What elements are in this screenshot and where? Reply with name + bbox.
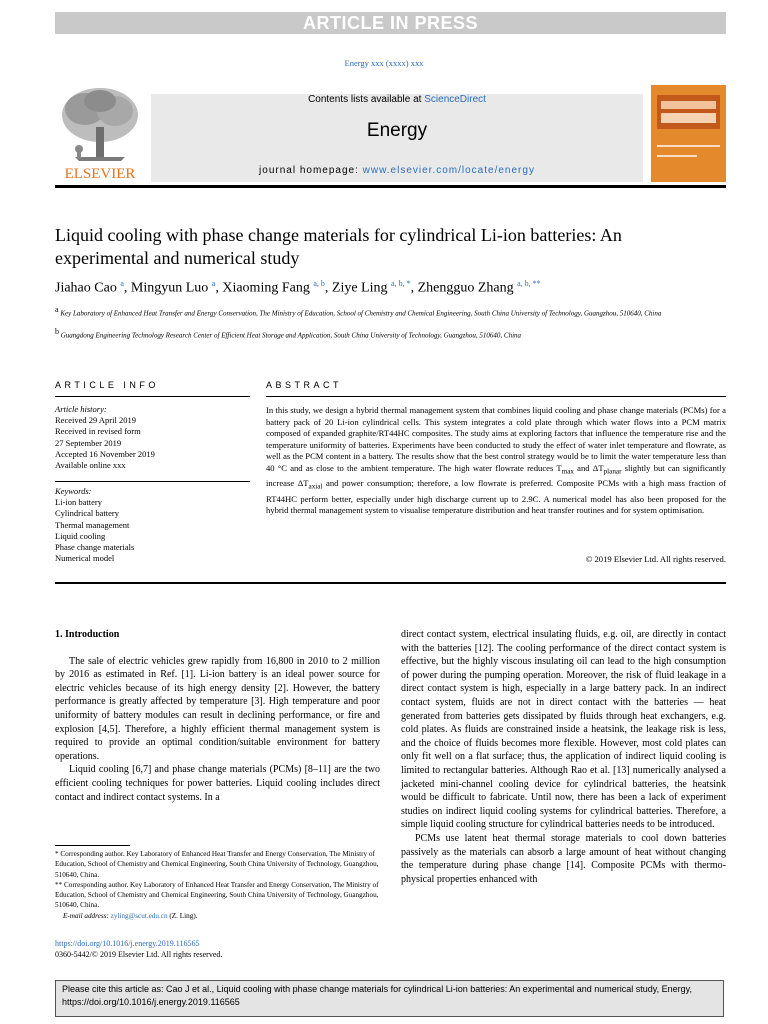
keyword: Li-ion battery — [55, 497, 102, 508]
author-name[interactable]: Ziye Ling — [331, 280, 388, 296]
sciencedirect-link[interactable]: ScienceDirect — [424, 94, 486, 105]
section-heading: 1. Introduction — [55, 629, 120, 640]
body-paragraph: The sale of electric vehicles grew rapidly from 16,800 in 2010 to 2 million by 2016 as estimated in Ref. [1]. Li-ion battery is an ideal power source for electric vehicles because of its high energy density [2]. However, the battery performance is greatly affected by temperature [3]. High temperature and poor uniformity of battery modules can result in declining performance, or fire and explosion [4,5]. Therefore, a highly efficient thermal management system is required to provide an optimal condition/suitable environment for battery operations. — [55, 655, 380, 762]
footnotes — [55, 849, 380, 921]
email-link[interactable]: zyling@scut.edu.cn — [110, 911, 168, 920]
affiliation-text: Guangdong Engineering Technology Research Center of Efficient Heat Storage and Application, South China University of Technology, Guangzhou, 510640, China — [60, 331, 522, 340]
masthead-rule — [55, 185, 726, 188]
journal-name: Energy — [366, 120, 428, 141]
citation-box: Please cite this article as: Cao J et al., Liquid cooling with phase change materials for cylindrical Li-ion batteries: An experimental and numerical study, Energy, https://doi.org/10.1016/j.energy.2019.116565 — [55, 980, 724, 1017]
abstract-subscript: max — [561, 467, 574, 476]
abstract-part: and power consumption; therefore, a low flowrate is preferred. Composite PCMs with a high mass fraction of RT44HC perform better, especially under high discharge current up to 2.9C. A numerical model has also been proposed for the hybrid thermal management system to visualise temperature distribution and heat transfer routines and for system optimisation. — [266, 478, 727, 516]
abstract-part: and ΔT — [573, 462, 604, 473]
keyword: Thermal management — [55, 519, 130, 530]
body-paragraph: Liquid cooling [6,7] and phase change materials (PCMs) [8–11] are the two efficient cooling techniques for power batteries. Liquid cooling includes direct contact and indirect contact systems. In a — [55, 764, 380, 803]
abstract-rule — [266, 396, 726, 397]
affiliation-label: a — [55, 305, 59, 314]
keywords-rule — [55, 481, 250, 482]
issn-line: 0360-5442/© 2019 Elsevier Ltd. All rights reserved. — [55, 950, 223, 959]
author-affil-mark[interactable]: a — [211, 279, 216, 288]
keyword: Numerical model — [55, 553, 115, 564]
doi-link[interactable]: https://doi.org/10.1016/j.energy.2019.116565 — [55, 939, 200, 948]
article-history — [55, 404, 250, 471]
keyword: Liquid cooling — [55, 530, 106, 541]
homepage-link[interactable]: www.elsevier.com/locate/energy — [362, 165, 535, 176]
footnote-rule — [55, 845, 130, 846]
author-affil-mark[interactable]: a, b, * — [391, 279, 411, 288]
affiliation-text: Key Laboratory of Enhanced Heat Transfer and Energy Conservation, The Ministry of Education, School of Chemistry and Chemical Engineering, South China University of Technology, Guangzhou, 510640, China — [60, 309, 662, 318]
history-item: Received in revised form — [55, 426, 141, 437]
author-name[interactable]: Jiahao Cao — [55, 280, 117, 296]
affiliation-a — [55, 305, 715, 319]
keywords-label: Keywords: — [55, 486, 92, 496]
abstract-part: In this study, we design a hybrid thermal management system that combines liquid cooling and phase change materials (PCMs) for a battery pack of 20 Li-ion cylindrical cells. This system integrates a cold plate through which water flows into a PCM matrix composed of expanded graphite/RT44HC composites. The study aims at exploring factors that influence the temperature rise and the temperature uniformity of batteries. Experiments have been conducted to study the effect of water inlet temperature and flowrate, as well as the PCM content in a battery. The results show that the best control strategy would be to limit the water temperature less than 40 °C and as close to the ambient temperature. The high water flowrate reduces T — [266, 405, 726, 473]
abstract-copyright: © 2019 Elsevier Ltd. All rights reserved. — [585, 554, 726, 564]
author-name[interactable]: Zhengguo Zhang — [417, 280, 514, 296]
elsevier-tree-icon — [55, 85, 145, 184]
journal-cover-thumbnail[interactable] — [651, 85, 726, 182]
front-matter-rule — [55, 582, 726, 584]
body-right-column — [401, 628, 726, 886]
article-info-rule — [55, 396, 250, 397]
cover-image-icon — [651, 85, 726, 182]
history-item: Available online xxx — [55, 460, 126, 471]
author-name[interactable]: Xiaoming Fang — [222, 280, 310, 296]
elsevier-logo[interactable] — [55, 85, 145, 184]
doi-block — [55, 938, 222, 960]
body-paragraph: PCMs use latent heat thermal storage materials to cool down batteries passively as the materials can absorb a large amount of heat without changing the temperature during phase change [14]. Composite PCMs with thermo-physical properties enhanced with — [401, 832, 726, 885]
email-label: E-mail address: — [63, 911, 111, 920]
author-list: Jiahao Cao $^a$, Mingyun Luo $^a$, Xiaoming Fang $^{a, b}$, Ziye Ling $^{a, b, *}$, Zhengguo Zhang $^{a, b, **}$ — [55, 279, 541, 296]
journal-homepage-line — [151, 165, 643, 176]
keyword: Cylindrical battery — [55, 508, 119, 519]
abstract-subscript: planar — [603, 467, 622, 476]
history-item: Received 29 April 2019 — [55, 415, 136, 426]
abstract-part: slightly but can significantly increase ΔT — [266, 462, 726, 489]
body-left-column — [55, 628, 380, 804]
footnote: ** Corresponding author. Key Laboratory of Enhanced Heat Transfer and Energy Conservation, The Ministry of Education, School of Chemistry and Chemical Engineering, South China University of Technology, Guangzhou, 510640, China. — [55, 880, 379, 910]
author-affil-mark[interactable]: a — [120, 279, 124, 288]
contents-lists-line — [151, 94, 643, 105]
keywords-block — [55, 486, 250, 564]
author-affil-mark[interactable]: a, b, ** — [517, 279, 541, 288]
abstract-heading: ABSTRACT — [266, 380, 343, 390]
author-affil-mark[interactable]: a, b — [313, 279, 325, 288]
author-name[interactable]: Mingyun Luo — [130, 280, 209, 296]
article-info-heading: ARTICLE INFO — [55, 380, 159, 390]
history-item: Accepted 16 November 2019 — [55, 448, 155, 459]
affiliation-label: b — [55, 327, 59, 336]
affiliation-b — [55, 327, 715, 341]
keyword: Phase change materials — [55, 542, 135, 553]
contents-prefix: Contents lists available at — [308, 94, 425, 105]
body-paragraph: direct contact system, electrical insulating fluids, e.g. oil, are directly in contact with the batteries [12]. The cooling performance of the direct contact system is effective, but the highly viscous insulating oil can lead to the high consumption of power during the pumping operation. Moreover, the risk of fluid leakage in a direct contact system is high, especially in a large battery pack. In an indirect contact system, fluids are not in direct contact with the batteries — heat generated from batteries gets dissipated by fluids through heat exchangers, e.g. cold plates. As fluids are constrained inside a heatsink, the leakage risk is less, and the choice of fluids becomes more flexible. However, most cold plates can only fit well on a flat surface; thus, the application of indirect liquid cooling is limited to rectangular batteries. Although Rao et al. [13] numerically analysed a jacketed mini-channel cooling device for cylindrical batteries, the heatsink would be difficult to fabricate. Until now, there has been a lack of experiment studies on indirect liquid cooling systems for cylindrical batteries. Therefore, a simple liquid cooling structure for cylindrical batteries needs to be introduced. — [401, 629, 726, 831]
journal-reference[interactable]: Energy xxx (xxxx) xxx — [344, 58, 424, 68]
abstract-subscript: axial — [308, 483, 323, 491]
footnote: * Corresponding author. Key Laboratory of Enhanced Heat Transfer and Energy Conservation, The Ministry of Education, School of Chemistry and Chemical Engineering, South China University of Technology, Guangzhou, 510640, China. — [55, 850, 379, 879]
history-item: 27 September 2019 — [55, 437, 122, 448]
email-suffix: (Z. Ling). — [167, 911, 198, 920]
article-in-press-banner: ARTICLE IN PRESS — [55, 12, 726, 34]
abstract-text — [266, 405, 726, 517]
journal-masthead — [151, 94, 643, 182]
elsevier-wordmark: ELSEVIER — [64, 166, 136, 182]
article-title: Liquid cooling with phase change materials for cylindrical Li-ion batteries: An experimental and numerical study — [55, 225, 622, 268]
homepage-label: journal homepage: — [259, 165, 363, 176]
history-label: Article history: — [55, 404, 107, 414]
